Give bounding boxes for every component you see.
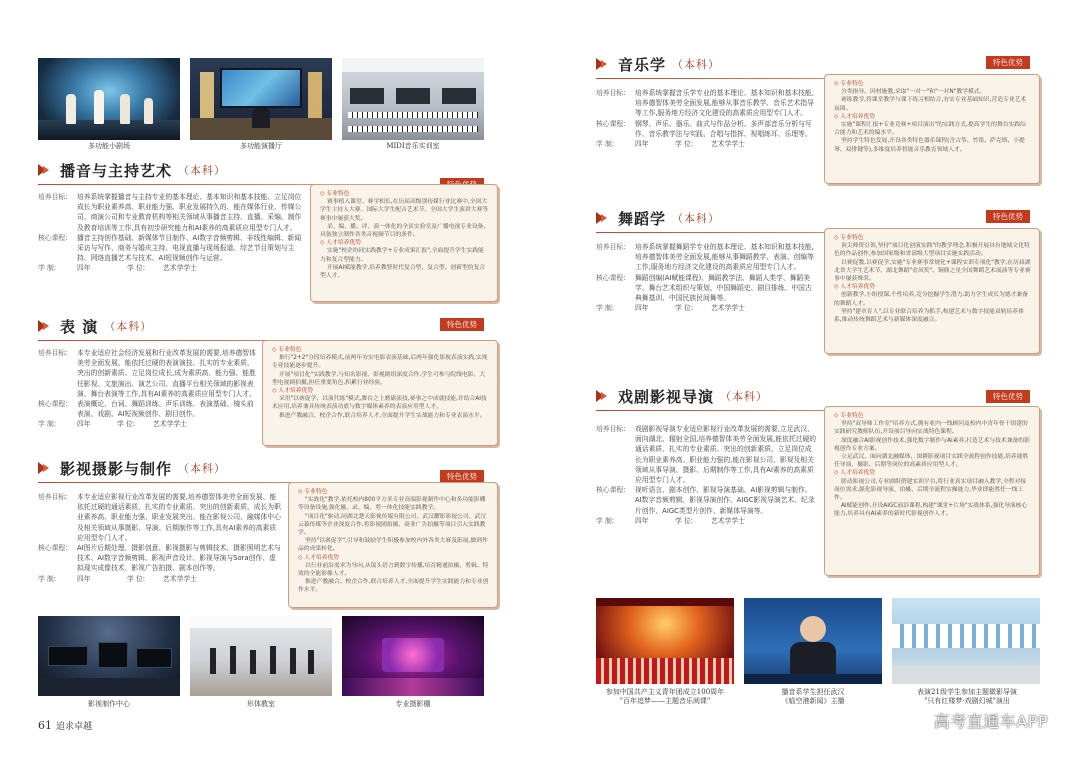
major-info-drama <box>596 424 818 526</box>
goal-text: 培养系统掌握音乐学专业的基本理论、基本知识和基本技能,培养德智体美劳全面发展,能够从事音乐教学、音乐艺术指导等工作,服务地方经济文化建设的高素质应用型专门人才。 <box>635 89 814 118</box>
major-name: 播音与主持艺术 <box>60 161 173 180</box>
feature-subtitle: ◇ 人才培养优势 <box>320 240 362 247</box>
page-number: 61 <box>38 719 52 732</box>
feature-subtitle: ◇ 专业特色 <box>272 347 302 353</box>
feature-subtitle: ◇ 专业特色 <box>320 191 350 197</box>
goal-label: 培养目标: <box>596 243 626 251</box>
photo-caption: 表演21级学生参加主题微影导演 "只有红楼梦·戏剧幻城"演出 <box>917 688 1017 706</box>
section-title-music <box>596 52 1040 76</box>
section-title-dance <box>596 206 1040 230</box>
major-kind: （本科） <box>672 212 721 225</box>
core-label: 核心课程: <box>596 486 626 495</box>
goal-text: 本专业适应影视行业改革发展的需要,培养德智体美劳全面发展、能依托过硬的通话素质、扎实的专业素质、突出的创新素质、成长为职业素养高、职业能力强、职业发展突出、能在影视公司、融媒体中心及相关领域从事摄影、导演、后期制作等工作,具有AI素养的高素质应用型专门人才。 <box>77 493 281 542</box>
right-page <box>540 0 1080 764</box>
feature-paragraph: 以行业前沿需求为导向,从镜头语言到数字传播,培育精通拍摄、剪辑、特效的全能影像人才。 <box>298 562 489 578</box>
feature-subtitle: ◇ 专业特色 <box>834 81 864 87</box>
page-footer-title: 追求卓越 <box>56 722 93 732</box>
photo-caption: 专业摄影棚 <box>395 700 431 708</box>
feature-paragraph: 开展AI赋能教学,培养教智时代复合型、复合型、创新型的复合型人才。 <box>320 264 486 280</box>
feature-tag: 特色优势 <box>440 318 484 331</box>
goal-label: 培养目标: <box>596 89 626 97</box>
goal-label: 培养目标: <box>38 493 68 501</box>
feature-paragraph: 坚持学生特色发展,开设各类特色器乐课程(含古筝、竹笛、萨克斯、小提琴、双排键等),多维度培养智能音乐教育领域人才。 <box>834 138 1025 153</box>
section-title-acting <box>38 314 498 338</box>
feature-paragraph: 赛练教学,将课堂教学与课下练习相结合,夯实专业基础知识,营造专业艺术氛围。 <box>834 97 1027 112</box>
dance-room-photo <box>190 616 332 696</box>
degree-value: 艺术学学士 <box>711 304 745 313</box>
photo-caption: 多功能小剧场 <box>88 142 130 150</box>
feature-box-film <box>288 482 498 608</box>
feature-subtitle: ◇ 人才培养优势 <box>834 284 876 291</box>
core-label: 核心课程: <box>596 119 626 128</box>
degree-years-label: 学 制: <box>596 304 615 313</box>
photo-caption: 参加中国共产主义青年团成立100周年 "百年追梦——主题音乐阅课" <box>605 688 725 706</box>
feature-subtitle: ◇ 人才培养优势 <box>834 113 876 120</box>
core-label: 核心课程: <box>596 273 626 282</box>
major-kind: （本科） <box>178 164 227 177</box>
feature-subtitle: ◇ 专业特色 <box>834 413 864 419</box>
degree-label: 学 位: <box>675 516 694 525</box>
feature-paragraph: 分类指导、因材施教,采取"一对一"和"一对N"教学模式。 <box>840 89 986 96</box>
degree-years: 四年 <box>635 304 649 313</box>
feature-paragraph: 实施"校企协同实践教学+专业成果汇报",全面提升学生实践能力和复合型能力。 <box>320 248 484 263</box>
feature-subtitle: ◇ 人才培养优势 <box>298 554 340 561</box>
studio-photo <box>190 58 332 140</box>
goal-text: 培养系统掌握播音与主持专业的基本理论、基本知识和基本技能、立足岗位成长为职业素养高、职业能力强、职业发展持久的、能在媒体行业、传媒公司、商演公司和专业教育机构等相关领域从事播音主持、直播、采编、制作及教育培训等工作,具有初步研究能力和AI素养的高素质应用型专门人才。 <box>77 193 302 232</box>
degree-years-label: 学 制: <box>38 420 57 429</box>
goal-text: 培养系统掌握舞蹈学专业的基本理论、基本知识和基本技能,培养德智体美劳全面发展,能够从事舞蹈教学、表演、创编等工作,服务地方经济文化建设的高素质应用型专门人才。 <box>635 243 814 272</box>
feature-paragraph: 以赛促教,以赛促学,实施"专业赛事常规化+课程实训专项化"教学,在历届湖北省大学生艺术节、湖北舞蹈"金凤奖"、铜鼎之星全国舞蹈艺术展演等专业赛事中屡获殊荣。 <box>834 259 1031 283</box>
core-text: 视听语言、剧本创作、影视导演基础、AI影视剪辑与制作、AI数字音频剪辑、影视导演创作、AIGC影视导演艺术、纪录片创作、AIGC类型片创作、新媒体导演等。 <box>635 486 815 515</box>
feature-paragraph: 联动影视公司,专业剧组搭建实训平台,将行业真实项目融入教学,全程对接岗位需求,强化影视导演、拍摄、后期全流程实操能力,毕业即能胜任一线工作。 <box>834 478 1027 502</box>
arrow-icon <box>596 390 608 402</box>
feature-paragraph: 立足武汉、面向湖北融媒体、深耕影视项目实践全流程创作技能,培养能胜任导演、摄影、后期等岗位的高素质应用型人才。 <box>834 454 1029 469</box>
feature-box-acting <box>262 340 498 446</box>
feature-subtitle: ◇ 人才培养优势 <box>272 388 314 395</box>
major-info-broadcast <box>38 192 306 274</box>
feature-paragraph: 坚持"双导师工作室"培养方式,拥有业内一线顾问及校内中青年骨干组建的实践研究教师队伍,开设项目导向实战特色课程。 <box>834 421 1028 436</box>
arrow-icon <box>38 164 50 176</box>
photo-caption: 形体教室 <box>247 700 275 708</box>
feature-tag: 特色优势 <box>440 470 484 483</box>
goal-label: 培养目标: <box>596 425 626 433</box>
feature-paragraph: 推行"2+2"分段培养模式,前两年夯实电影表演基础,后两年强化影视表演实践,实现专业技能逐步提升。 <box>272 355 488 370</box>
major-info-music <box>596 88 818 149</box>
degree-years-label: 学 制: <box>596 140 615 149</box>
feature-paragraph: 推进产教融合、校企合作,联合培养人才,全面提升学生实战能力和专业表演水平。 <box>278 412 486 419</box>
feature-box-broadcast <box>310 184 498 302</box>
degree-label: 学 位: <box>127 264 146 273</box>
arrow-icon <box>596 212 608 224</box>
core-text: 表演概论、台词、舞蹈训练、声乐训练、表演基础、镜头前表演、戏剧、AI短视频创作、剧目创作。 <box>77 400 254 419</box>
performance-photo <box>892 598 1040 684</box>
major-kind: （本科） <box>104 320 153 333</box>
feature-paragraph: 实施"课程汇报+专业竞赛+项目演出"的实践方式,提高学生的舞台实践综合能力和艺术的编水平。 <box>834 122 1026 137</box>
feature-tag: 特色优势 <box>986 210 1030 223</box>
feature-paragraph: 推进产教融合、校企合作,联合培养人才,全面提升学生实践能力和专业创作水平。 <box>298 579 489 594</box>
arrow-icon <box>596 58 608 70</box>
degree-value: 艺术学学士 <box>711 516 745 525</box>
degree-years: 四年 <box>77 574 91 583</box>
degree-label: 学 位: <box>675 140 694 149</box>
feature-tag: 特色优势 <box>986 56 1030 69</box>
major-name: 影视摄影与制作 <box>60 459 173 478</box>
watermark: 高考直通车APP <box>933 712 1048 731</box>
degree-years-label: 学 制: <box>38 574 57 583</box>
page-footer <box>38 719 92 732</box>
feature-paragraph: 开展"项目化"实践教学,与知名影视、影视剧组深度合作,学生可参与院线电影、大型电视剧拍摄,担任重要角色,积累行业经验。 <box>272 371 486 386</box>
feature-paragraph: 采、编、播、评、演一体化的全景实验室及广播电视专业设备,具备独立制作各类音视频节目的条件。 <box>320 223 486 239</box>
major-kind: （本科） <box>178 462 227 475</box>
major-name: 音乐学 <box>618 55 667 74</box>
section-title-drama <box>596 384 1040 408</box>
goal-text: 戏剧影视导演专业适应影视行业改革发展的需要,立足武汉、面向湖北、辐射全国,培养德智体美劳全面发展,能依托过硬的通话素质、扎实的专业素质、突出的创新素质、立足岗位成长为职业素养高、职业能力强的,能在影视公司、影视及相关领域从事导演、摄影、后期制作等工作,具有AI素养的高素质应用型专门人才。 <box>635 425 817 485</box>
degree-label: 学 位: <box>127 574 146 583</box>
major-info-dance <box>596 242 818 313</box>
feature-paragraph: 赛事植入课堂、赛学相长,在历届高级别传媒行业比赛中,全国大学生主持人大赛、国际大学生配音艺术节、全国大学生演讲大赛等赛事中屡获大奖。 <box>320 199 489 222</box>
feature-box-dance <box>824 228 1040 354</box>
degree-years: 四年 <box>635 140 649 149</box>
small-theater-photo <box>38 58 180 140</box>
degree-years: 四年 <box>635 516 649 525</box>
concert-photo <box>596 598 734 684</box>
feature-box-music <box>824 74 1040 184</box>
feature-paragraph: 创新教学,小组授课,个性培养,竞分挖掘学生潜力,助力学生成长为德才兼备的舞蹈人才。 <box>834 292 1029 307</box>
midi-lab-photo <box>342 58 484 140</box>
degree-label: 学 位: <box>117 420 136 429</box>
photo-studio-photo <box>342 616 484 696</box>
photo-caption: MIDI音乐实训室 <box>386 142 440 150</box>
feature-paragraph: 深度融合AI影视创作技术,强化数字制作与AI素养,打造艺术与技术兼备的影视创作专业方案。 <box>834 437 1030 452</box>
core-text: 播音主持创作基础、新媒体节目制作、AI数字音频剪辑、非线性编辑、新闻采访与写作、商务与婚庆主持、电视直播与现场报道、综艺节目策划与主持、网络直播艺术与技术、AI短视频创作与运营。 <box>77 233 302 263</box>
feature-subtitle: ◇ 专业特色 <box>834 235 864 241</box>
core-text: AI图片后期处理、摄影创意、影视摄影与剪辑技术、摄影照明艺术与技术、AI数字音频剪辑、影视声音设计、影视导演与Sora创作、虚拟现实成像技术、影视广告拍摄、剧本创作等。 <box>77 544 281 573</box>
major-kind: （本科） <box>720 390 769 403</box>
major-info-film <box>38 492 282 584</box>
major-info-acting <box>38 348 260 430</box>
feature-paragraph: 顶尖师资引领,坚持"项目化创演实践"的教学理念,积极开展具有地域文化特色的作品创作,参加国家级和省部级大型项目实施实践活动。 <box>834 243 1030 258</box>
feature-paragraph: "项目化"驱动,同湖北楚天影视传媒有限公司、武汉耀影影视公司、武汉云幕传媒等企业深度合作,将影视剧拍摄、商业广告拍摄等项目引入实践教学。 <box>298 513 487 537</box>
major-name: 戏剧影视导演 <box>618 387 715 406</box>
feature-tag: 特色优势 <box>986 390 1030 403</box>
core-text: 舞蹈创编(AI赋能课程)、舞蹈教学法、舞蹈人类学、舞蹈美学、舞台艺术组织与策划、中国舞蹈史、剧目排练、中国古典舞基训、中国民族民间舞等。 <box>635 273 812 303</box>
degree-years: 四年 <box>77 420 91 429</box>
degree-value: 艺术学学士 <box>163 574 197 583</box>
degree-label: 学 位: <box>675 304 694 313</box>
major-name: 舞蹈学 <box>618 209 667 228</box>
major-name: 表 演 <box>60 317 99 336</box>
goal-label: 培养目标: <box>38 349 68 357</box>
degree-value: 艺术学学士 <box>153 420 187 429</box>
goal-label: 培养目标: <box>38 193 68 201</box>
section-title-film <box>38 456 498 480</box>
feature-paragraph: AI赋能创作,开设AIGC前沿课程,构建"课堂+片场"实战体系,强化导演核心能力,培养具有AI素养的新时代影视创作人才。 <box>834 503 1028 518</box>
degree-value: 艺术学学士 <box>711 140 745 149</box>
section-title-broadcast <box>38 158 498 182</box>
major-kind: （本科） <box>672 58 721 71</box>
degree-years-label: 学 制: <box>596 516 615 525</box>
degree-years-label: 学 制: <box>38 264 57 273</box>
photo-caption: 播音系学生担任武汉 《临空港新闻》主播 <box>781 688 845 706</box>
anchor-photo <box>744 598 882 684</box>
core-label: 核心课程: <box>38 544 68 553</box>
core-label: 核心课程: <box>38 400 68 409</box>
photo-caption: 影视制作中心 <box>88 700 130 708</box>
arrow-icon <box>38 462 50 474</box>
goal-text: 本专业适应社会经济发展和行业改革发展的需要,培养德智体美劳全面发展、能依托过硬的表演演技、扎实的专业素质、突出的创新素质、立足岗位成长,成为素质高、能力强、能胜任影视、文旅演出、演艺公司、直播平台相关领域的影视表演、舞台表演等工作,具有AI素养的高素质应用型专门人才。 <box>77 349 256 398</box>
feature-paragraph: 坚持"以赛促学",引导和鼓励学生积极参加校内外各类大赛及影展,做到作品的成果转化。 <box>298 538 488 553</box>
feature-paragraph: 坚持"建章育人",以专业联合培养为抓手,构建艺术与数字技能双轨培养体系,推动传统舞蹈艺术与新媒体深度融合。 <box>834 308 1024 324</box>
arrow-icon <box>38 320 50 332</box>
core-text: 钢琴、声乐、器乐、曲式与作品分析、多声部音乐分析与写作、音乐教学法与实践、合唱与指挥、视唱练耳、乐理等。 <box>635 119 812 138</box>
feature-paragraph: "实战化"教学,依托校内800平方米专业高端影视制作中心和多功能影棚等设备设施,强化摄、录、编、剪一体化技能实践教学。 <box>298 497 486 512</box>
degree-years: 四年 <box>77 264 91 273</box>
feature-box-drama <box>824 406 1040 576</box>
film-center-photo <box>38 616 180 696</box>
photo-caption: 多功能演播厅 <box>240 142 282 150</box>
feature-subtitle: ◇ 人才培养优势 <box>834 470 876 477</box>
degree-value: 艺术学学士 <box>163 264 197 273</box>
feature-paragraph: 采用"以赛促学、以演代练"模式,舞台之上磨砺演技,赛事之中成就技能,并结合AI技术应用,培养兼具传统表演功底与数字媒体素养的表演应用型人才。 <box>272 396 487 411</box>
feature-subtitle: ◇ 专业特色 <box>298 489 328 495</box>
core-label: 核心课程: <box>38 233 68 242</box>
